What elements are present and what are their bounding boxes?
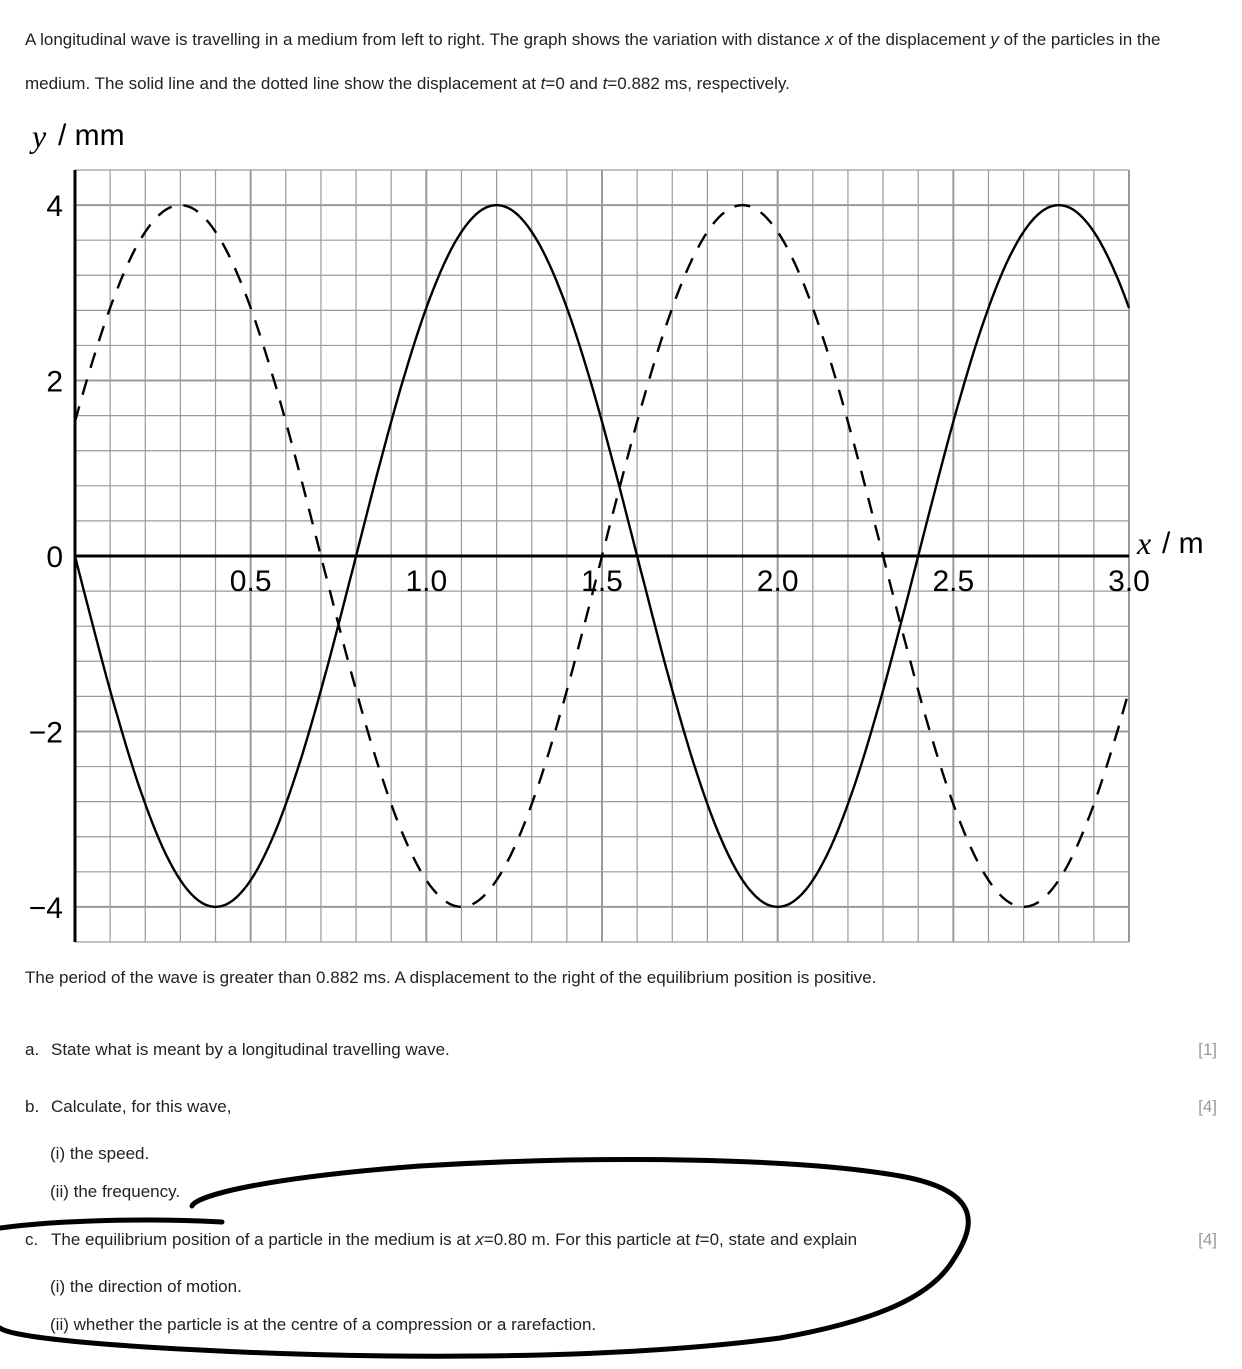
- question-b-ii: (ii) the frequency.: [50, 1182, 181, 1201]
- x-tick-label: 0.5: [229, 565, 272, 598]
- question-b: [25, 1097, 231, 1117]
- intro-text-1: A longitudinal wave is travelling in a medium from left to right. The graph shows the variation with distance: [25, 30, 826, 49]
- question-a-label: a.: [25, 1040, 40, 1059]
- intro-var-x: x: [825, 30, 834, 49]
- intro-var-t2: t: [602, 74, 608, 93]
- wave-graph: [0, 110, 1242, 960]
- y-tick-label: 4: [46, 190, 63, 224]
- question-c-var-t: t: [694, 1230, 700, 1249]
- y-axis-title-unit: / mm: [58, 119, 125, 152]
- question-b-label: b.: [25, 1097, 40, 1116]
- question-c-ii: (ii) whether the particle is at the centre of a compression or a rarefaction.: [50, 1315, 597, 1334]
- x-axis-title-symbol: x: [1137, 525, 1152, 561]
- question-c-text-1: The equilibrium position of a particle in the medium is at: [51, 1230, 476, 1249]
- question-intro: [25, 18, 1220, 106]
- x-axis-title-unit: / m: [1162, 527, 1204, 560]
- y-axis-title-symbol: y: [32, 118, 47, 154]
- question-a-text: State what is meant by a longitudinal travelling wave.: [51, 1040, 450, 1059]
- x-tick-label: 2.5: [932, 565, 975, 598]
- x-tick-label: 2.0: [756, 565, 799, 598]
- note-text: The period of the wave is greater than 0.882 ms. A displacement to the right of the equilibrium position is positive.: [25, 968, 877, 987]
- x-tick-label: 1.5: [581, 565, 623, 598]
- question-a: [25, 1040, 450, 1060]
- question-c-text-3: =0, state and explain: [699, 1230, 858, 1249]
- intro-var-t1: t: [540, 74, 546, 93]
- question-c-i: (i) the direction of motion.: [50, 1277, 242, 1296]
- question-c-var-x: x: [475, 1230, 484, 1249]
- question-b-i: (i) the speed.: [50, 1144, 150, 1163]
- y-tick-label: −4: [28, 891, 63, 925]
- question-a-marks: [1]: [1198, 1040, 1217, 1059]
- intro-text-2: of the displacement: [833, 30, 991, 49]
- question-c-text-2: =0.80 m. For this particle at: [483, 1230, 695, 1249]
- question-b-text: Calculate, for this wave,: [51, 1097, 232, 1116]
- question-c: [25, 1230, 857, 1250]
- intro-var-y: y: [990, 30, 999, 49]
- x-tick-label: 3.0: [1108, 565, 1150, 598]
- question-c-marks: [4]: [1198, 1230, 1217, 1249]
- question-c-label: c.: [25, 1230, 39, 1249]
- y-tick-label: −2: [28, 716, 63, 750]
- intro-text-4: =0 and: [545, 74, 603, 93]
- scribble-stroke: [0, 1220, 222, 1228]
- intro-text-5: =0.882 ms, respectively.: [607, 74, 790, 93]
- x-tick-label: 1.0: [405, 565, 448, 598]
- intro-text-3: of the particles in the medium. The solid line and the dotted line show the displacement at: [25, 30, 1161, 93]
- y-tick-label: 0: [46, 541, 63, 574]
- question-b-marks: [4]: [1198, 1097, 1217, 1116]
- y-tick-label: 2: [46, 365, 63, 399]
